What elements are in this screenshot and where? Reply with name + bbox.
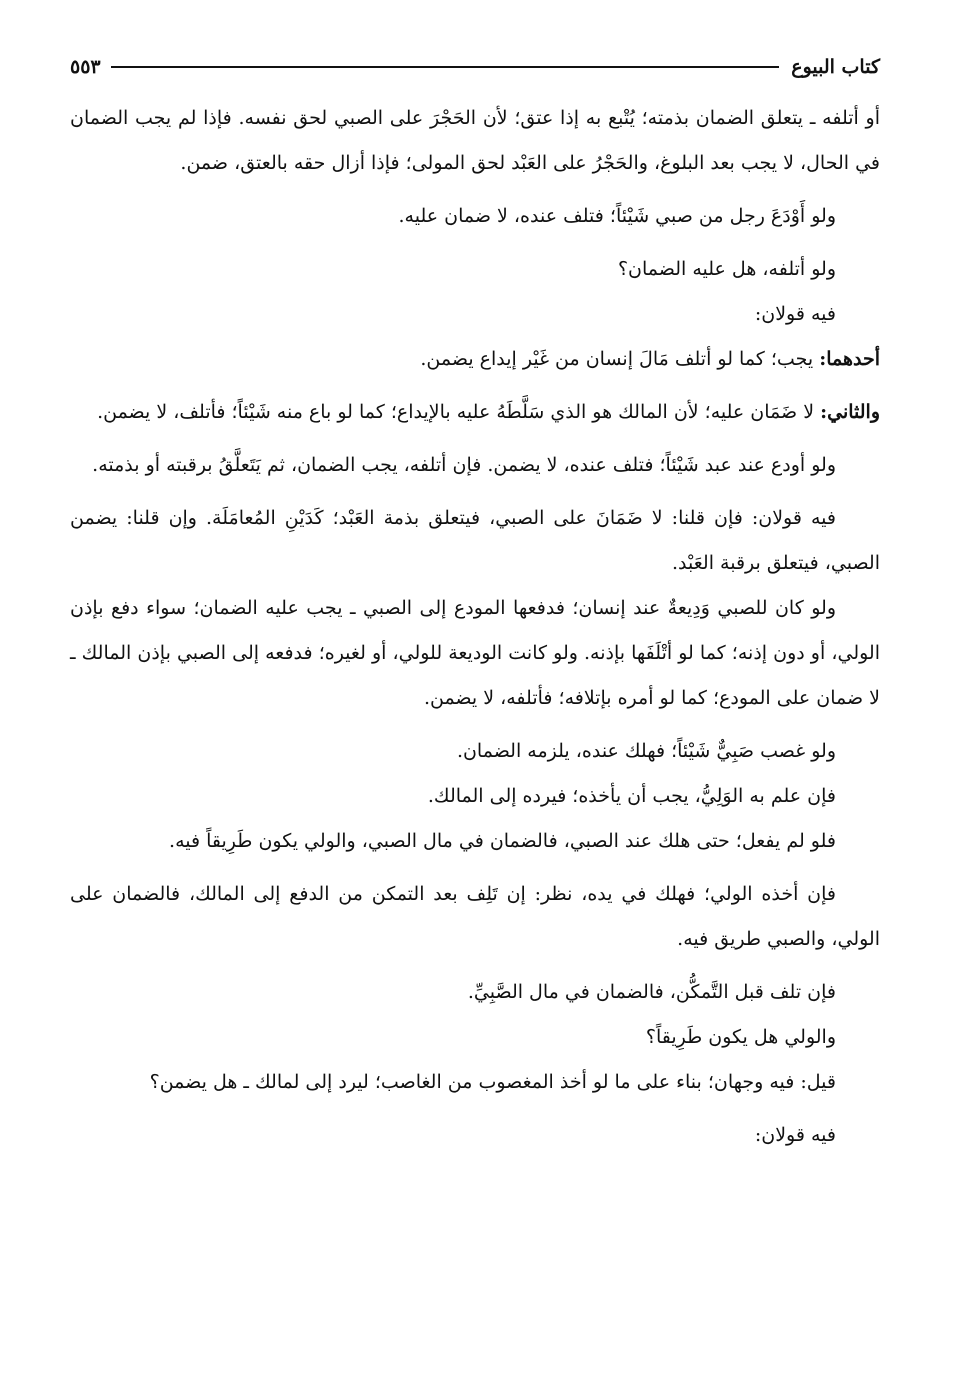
paragraph [70, 872, 880, 962]
paragraph-text: والولي هل يكون طَرِيقاً؟ [645, 1026, 836, 1048]
paragraph [70, 390, 880, 435]
paragraph-text: ولو أودع عند عبد شَيْئاً؛ فتلف عنده، لا يضمن. فإن أتلفه، يجب الضمان، ثم يَتَعلَّقُ برقبته أو بذمته. [92, 454, 836, 476]
paragraph [70, 729, 880, 774]
page-header [70, 48, 880, 86]
paragraph [70, 194, 880, 239]
paragraph-text: ولو كان للصبي وَدِيعةٌ عند إنسان؛ فدفعها المودع إلى الصبي ـ يجب عليه الضمان؛ سواء دفع بإذن الولي، أو دون إذنه؛ كما لو أتْلَفَها بإذنه. ولو كانت الوديعة للولي، أو لغيره؛ فدفعه إلى الصبي بإذن المالك ـ لا ضمان على المودع؛ كما لو أمره بإتلافه؛ فأتلفه، لا يضمن. [70, 597, 880, 709]
paragraph [70, 1113, 880, 1158]
header-rule [111, 66, 780, 68]
book-title: كتاب البيوع [791, 56, 880, 78]
page-body [70, 96, 880, 1158]
paragraph-text: فيه قولان: فإن قلنا: لا ضَمَانَ على الصبي، فيتعلق بذمة العَبْد؛ كَدَيْنِ المُعامَلَة. وإن قلنا: يضمن الصبي، فيتعلق برقبة العَبْد. [70, 507, 880, 574]
paragraph [70, 496, 880, 586]
paragraph [70, 970, 880, 1015]
paragraph-text: قيل: فيه وجهان؛ بناء على ما لو أخذ المغصوب من الغاصب؛ ليرد إلى لمالك ـ هل يضمن؟ [149, 1071, 836, 1093]
paragraph [70, 586, 880, 721]
paragraph-lead: أحدهما: [819, 348, 880, 370]
page-number: ٥٥٣ [70, 56, 101, 78]
paragraph [70, 1060, 880, 1105]
paragraph [70, 1015, 880, 1060]
paragraph [70, 774, 880, 819]
paragraph-text: يجب؛ كما لو أتلف مَالَ إنسان من غَيْر إيداع يضمن. [420, 348, 820, 370]
paragraph-text: ولو أتلفه، هل عليه الضمان؟ [617, 258, 836, 280]
paragraph [70, 292, 880, 337]
paragraph [70, 819, 880, 864]
paragraph-text: فيه قولان: [754, 303, 836, 325]
paragraph [70, 443, 880, 488]
paragraph [70, 96, 880, 186]
paragraph-text: فإن علم به الوَلِيُّ، يجب أن يأخذه؛ فيرده إلى المالك. [427, 785, 836, 807]
paragraph-text: لا ضَمَان عليه؛ لأن المالك هو الذي سَلَّطَهُ عليه بالإيداع؛ كما لو باع منه شَيْئاً؛ فأتلف، لا يضمن. [97, 401, 821, 423]
paragraph-text: فلو لم يفعل؛ حتى هلك عند الصبي، فالضمان في مال الصبي، والولي يكون طَرِيقاً فيه. [169, 830, 836, 852]
paragraph-text: ولو غصب صَبِيٌّ شَيْئاً؛ فهلك عنده، يلزمه الضمان. [456, 740, 836, 762]
paragraph-text: فإن تلف قبل التَّمكُّن، فالضمان في مال الصَّبِيِّ. [467, 981, 836, 1003]
paragraph [70, 337, 880, 382]
paragraph [70, 247, 880, 292]
paragraph-text: فإن أخذه الولي؛ فهلك في يده، نظر: إن تَلِف بعد التمكن من الدفع إلى المالك، فالضمان على الولي، والصبي طريق فيه. [70, 883, 880, 950]
paragraph-lead: والثاني: [820, 401, 880, 423]
book-page [70, 48, 880, 1158]
paragraph-text: أو أتلفه ـ يتعلق الضمان بذمته؛ يُتْبع به إذا عتق؛ لأن الحَجْرَ على الصبي لحق نفسه. فإذا لم يجب الضمان في الحال، لا يجب بعد البلوغ، والحَجْرُ على العَبْد لحق المولى؛ فإذا أزال حقه بالعتق، ضمن. [70, 107, 880, 174]
paragraph-text: فيه قولان: [754, 1124, 836, 1146]
paragraph-text: ولو أَوْدَعَ رجل من صبي شَيْئاً؛ فتلف عنده، لا ضمان عليه. [398, 205, 836, 227]
